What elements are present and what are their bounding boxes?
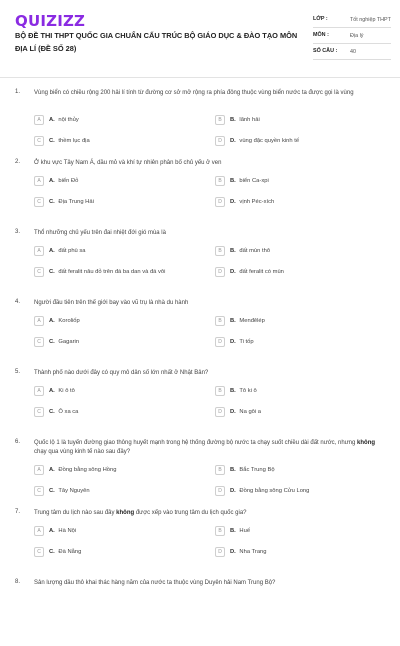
- answer-option-d[interactable]: [215, 136, 299, 146]
- option-letter-box: A: [34, 316, 44, 326]
- answer-option-d[interactable]: [215, 267, 284, 277]
- question-number: 1.: [15, 89, 21, 95]
- question-number: 5.: [15, 369, 21, 375]
- answer-option-a[interactable]: [34, 386, 75, 396]
- question-number: 4.: [15, 299, 21, 305]
- option-letter-box: B: [215, 465, 225, 475]
- option-label: A. Hà Nội: [49, 528, 77, 534]
- meta-label: LỚP :: [313, 16, 328, 22]
- option-label: D. Đồng bằng sông Cửu Long: [230, 488, 310, 494]
- question-text: Ở khu vực Tây Nam Á, dầu mỏ và khí tự nhiên phân bố chủ yếu ở ven: [34, 160, 222, 166]
- option-label: C. Tây Nguyên: [49, 488, 90, 494]
- answer-option-d[interactable]: [215, 407, 261, 417]
- question-item: [0, 576, 400, 646]
- answer-option-a[interactable]: [34, 526, 76, 536]
- meta-value: Tốt nghiệp THPT: [350, 17, 391, 23]
- answer-option-d[interactable]: [215, 547, 267, 557]
- meta-value: 40: [350, 49, 356, 55]
- option-label: C. đất feralit nâu đỏ trên đá ba dan và đá vôi: [49, 269, 166, 275]
- meta-label: SỐ CÂU :: [313, 48, 338, 54]
- option-letter-box: C: [34, 407, 44, 417]
- option-letter-box: B: [215, 176, 225, 186]
- answer-option-b[interactable]: [215, 526, 250, 536]
- option-label: B. Bắc Trung Bộ: [230, 467, 275, 473]
- option-label: A. đất phù sa: [49, 248, 86, 254]
- option-letter-box: B: [215, 246, 225, 256]
- option-letter-box: C: [34, 267, 44, 277]
- question-item: [0, 436, 400, 506]
- option-letter-box: D: [215, 337, 225, 347]
- option-letter-box: B: [215, 526, 225, 536]
- option-letter-box: D: [215, 136, 225, 146]
- meta-row: [313, 28, 391, 44]
- answer-option-c[interactable]: [34, 197, 94, 207]
- answer-option-a[interactable]: [34, 115, 79, 125]
- question-list: [0, 86, 400, 646]
- question-text: Thổ nhưỡng chủ yếu trên đai nhiệt đới gió mùa là: [34, 230, 166, 236]
- question-item: [0, 156, 400, 226]
- option-letter-box: A: [34, 465, 44, 475]
- question-number: 6.: [15, 439, 21, 445]
- answer-option-a[interactable]: [34, 176, 78, 186]
- question-item: [0, 296, 400, 366]
- option-letter-box: C: [34, 197, 44, 207]
- answer-option-c[interactable]: [34, 267, 165, 277]
- option-label: B. biển Ca-xpi: [230, 178, 269, 184]
- option-letter-box: C: [34, 547, 44, 557]
- worksheet-header: [0, 0, 400, 76]
- question-item: [0, 226, 400, 296]
- question-text: Sản lượng dầu thô khai thác hàng năm của nước ta thuộc vùng Duyên hải Nam Trung Bộ?: [34, 580, 276, 586]
- option-letter-box: D: [215, 486, 225, 496]
- option-letter-box: C: [34, 486, 44, 496]
- option-label: A. Koroliốp: [49, 318, 80, 324]
- answer-option-d[interactable]: [215, 197, 274, 207]
- option-label: D. Nha Trang: [230, 549, 267, 555]
- option-label: D. vịnh Péc-xích: [230, 199, 275, 205]
- option-letter-box: D: [215, 267, 225, 277]
- option-label: D. Na gôi a: [230, 409, 262, 415]
- option-letter-box: B: [215, 115, 225, 125]
- answer-option-a[interactable]: [34, 465, 116, 475]
- option-letter-box: A: [34, 246, 44, 256]
- option-letter-box: C: [34, 337, 44, 347]
- option-letter-box: A: [34, 526, 44, 536]
- option-letter-box: B: [215, 386, 225, 396]
- option-letter-box: D: [215, 197, 225, 207]
- answer-option-b[interactable]: [215, 465, 275, 475]
- option-letter-box: D: [215, 547, 225, 557]
- answer-option-b[interactable]: [215, 115, 260, 125]
- option-label: B. Tô ki ô: [230, 388, 257, 394]
- answer-option-a[interactable]: [34, 316, 80, 326]
- option-label: C. Đà Nẵng: [49, 549, 82, 555]
- meta-row: [313, 12, 391, 28]
- option-label: A. biển Đỏ: [49, 178, 79, 184]
- question-item: [0, 366, 400, 436]
- header-divider: [0, 77, 400, 78]
- option-label: B. lãnh hải: [230, 117, 260, 123]
- answer-option-d[interactable]: [215, 337, 254, 347]
- option-label: C. Ô xa ca: [49, 409, 79, 415]
- question-text: Thành phố nào dưới đây có quy mô dân số lớn nhất ở Nhật Bản?: [34, 370, 209, 376]
- option-label: C. Gagarin: [49, 339, 80, 345]
- option-label: A. nội thủy: [49, 117, 79, 123]
- answer-option-c[interactable]: [34, 407, 78, 417]
- question-text: Trung tâm du lịch nào sau đây không được xếp vào trung tâm du lịch quốc gia?: [34, 510, 247, 516]
- option-letter-box: A: [34, 386, 44, 396]
- answer-option-c[interactable]: [34, 486, 90, 496]
- answer-option-a[interactable]: [34, 246, 86, 256]
- option-label: C. Địa Trung Hải: [49, 199, 94, 205]
- option-letter-box: D: [215, 407, 225, 417]
- question-text: Vùng biển có chiều rộng 200 hải lí tính từ đường cơ sở mở rộng ra phía đông thuộc vùng biển nước ta được gọi là vùng: [34, 90, 354, 96]
- option-label: C. thềm lục địa: [49, 138, 90, 144]
- question-number: 8.: [15, 579, 21, 585]
- option-label: D. đất feralit có mùn: [230, 269, 284, 275]
- option-letter-box: A: [34, 115, 44, 125]
- answer-option-c[interactable]: [34, 136, 90, 146]
- question-item: [0, 506, 400, 576]
- option-label: B. Menđêlép: [230, 318, 265, 324]
- option-label: B. đất mùn thô: [230, 248, 271, 254]
- option-label: D. Ti tốp: [230, 339, 254, 345]
- option-letter-box: A: [34, 176, 44, 186]
- meta-value: Địa lý: [350, 33, 364, 39]
- answer-option-d[interactable]: [215, 486, 309, 496]
- worksheet-title: BỘ ĐỀ THI THPT QUỐC GIA CHUẨN CẤU TRÚC BỘ GIÁO DỤC & ĐÀO TẠO MÔN ĐỊA LÍ (ĐỀ SỐ 28): [15, 31, 298, 53]
- answer-option-b[interactable]: [215, 386, 257, 396]
- answer-option-c[interactable]: [34, 547, 81, 557]
- meta-row: [313, 44, 391, 60]
- question-item: [0, 86, 400, 156]
- question-number: 3.: [15, 229, 21, 235]
- meta-label: MÔN :: [313, 32, 329, 38]
- option-label: A. Đồng bằng sông Hồng: [49, 467, 117, 473]
- question-number: 7.: [15, 509, 21, 515]
- option-label: D. vùng đặc quyền kinh tế: [230, 138, 300, 144]
- meta-table: [313, 12, 391, 60]
- question-text: Quốc lộ 1 là tuyến đường giao thông huyết mạnh trong hệ thống đường bộ nước ta chạy suốt chiều dài đất nước, nhưng không chạy qua vùng kinh tế nào sau đây?: [34, 440, 376, 455]
- quizizz-logo: QUIZIZZ: [15, 12, 86, 30]
- answer-option-b[interactable]: [215, 246, 270, 256]
- option-letter-box: B: [215, 316, 225, 326]
- option-label: A. Ki ô tô: [49, 388, 75, 394]
- answer-option-b[interactable]: [215, 316, 265, 326]
- question-text: Người đầu tiên trên thế giới bay vào vũ trụ là nhà du hành: [34, 300, 189, 306]
- option-label: B. Huế: [230, 528, 251, 534]
- answer-option-c[interactable]: [34, 337, 79, 347]
- option-letter-box: C: [34, 136, 44, 146]
- answer-option-b[interactable]: [215, 176, 269, 186]
- question-number: 2.: [15, 159, 21, 165]
